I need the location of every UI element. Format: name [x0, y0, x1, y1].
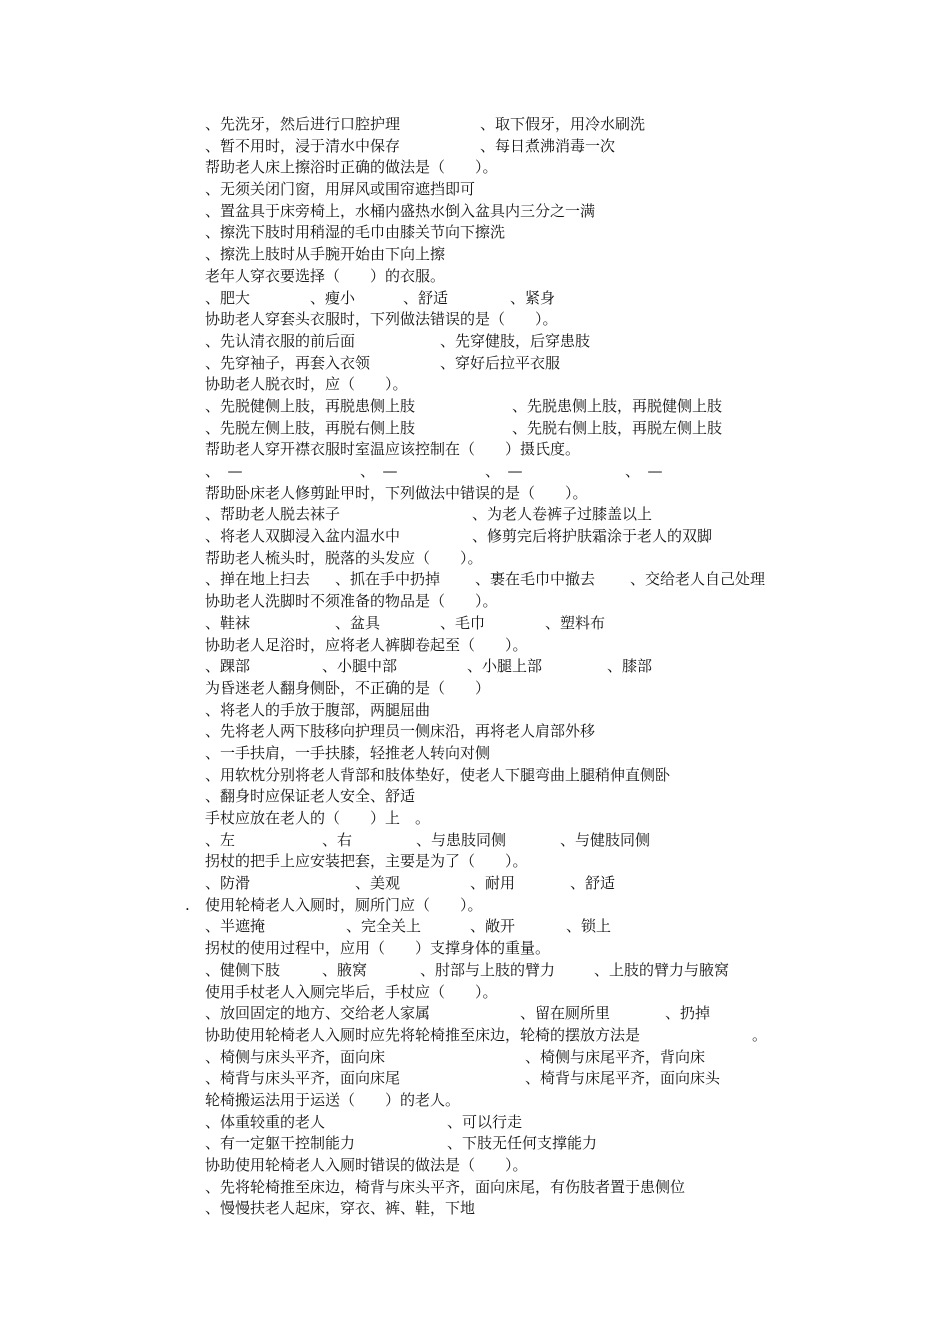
option-line — [0, 526, 950, 548]
option-line — [0, 331, 950, 353]
option-text: 、毛巾 — [440, 613, 486, 632]
option-text: 、留在厕所里 — [520, 1004, 611, 1023]
option-text: 、放回固定的地方 — [205, 1004, 326, 1023]
option-line — [0, 1068, 950, 1090]
option-text: 、置盆具于床旁椅上，水桶内盛热水倒入盆具内三分之一满 — [205, 201, 596, 220]
question-line — [0, 851, 950, 873]
question-text: 帮助老人梳头时，脱落的头发应（ ）。 — [205, 548, 483, 567]
option-text: 、锁上 — [566, 917, 612, 936]
option-text: 、将老人的手放于腹部，两腿屈曲 — [205, 700, 431, 719]
option-line — [0, 222, 950, 244]
option-text: 、先脱患侧上肢，再脱健侧上肢 — [512, 396, 723, 415]
option-text: 、先将老人两下肢移向护理员一侧床沿，再将老人肩部外移 — [205, 722, 596, 741]
option-text: 、肘部与上肢的臂力 — [420, 960, 556, 979]
option-line — [0, 743, 950, 765]
option-text: 、膝部 — [607, 657, 653, 676]
option-text: 、椅侧与床尾平齐，背向床 — [525, 1047, 706, 1066]
option-line — [0, 201, 950, 223]
option-line — [0, 873, 950, 895]
option-text: 、鞋袜 — [205, 613, 251, 632]
option-text: 、交给老人自己处理 — [630, 570, 766, 589]
question-line — [0, 635, 950, 657]
option-line — [0, 1047, 950, 1069]
option-line — [0, 1198, 950, 1220]
exam-document — [0, 114, 950, 1220]
question-line — [0, 374, 950, 396]
option-text: 、先穿健肢，后穿患肢 — [440, 331, 591, 350]
option-text: 、腋窝 — [322, 960, 368, 979]
option-text: 、踝部 — [205, 657, 251, 676]
option-line — [0, 1003, 950, 1025]
option-line — [0, 1177, 950, 1199]
option-text: 、扔掉 — [665, 1004, 711, 1023]
question-text: 手杖应放在老人的（ ）上 。 — [205, 809, 431, 827]
question-text: 。 — [752, 1025, 768, 1044]
question-text: 协助老人脱衣时，应（ ）。 — [205, 375, 408, 394]
option-line — [0, 916, 950, 938]
option-text: 、为老人卷裤子过膝盖以上 — [472, 505, 653, 524]
option-text: 、掸在地上扫去 — [205, 570, 311, 589]
option-line — [0, 830, 950, 852]
option-line — [0, 418, 950, 440]
question-text: 拐杖的把手上应安装把套，主要是为了（ ）。 — [205, 852, 528, 871]
question-text: 轮椅搬运法用于运送（ ）的老人。 — [205, 1090, 461, 1109]
option-text: 、舒适 — [570, 874, 616, 893]
option-line — [0, 353, 950, 375]
option-text: 、健侧下肢 — [205, 960, 281, 979]
option-line — [0, 461, 950, 483]
option-text: 、 — — [360, 462, 398, 480]
question-line — [0, 678, 950, 700]
question-line — [0, 591, 950, 613]
option-text: 、紧身 — [510, 288, 556, 307]
option-line — [0, 721, 950, 743]
question-text: 使用轮椅老人入厕时，厕所门应（ ）。 — [205, 895, 483, 914]
option-text: 、与健肢同侧 — [560, 830, 651, 849]
option-text: 、耐用 — [470, 874, 516, 893]
option-text: 、舒适 — [403, 288, 449, 307]
option-text: 、半遮掩 — [205, 917, 266, 936]
option-text: 、慢慢扶老人起床，穿衣、裤、鞋，下地 — [205, 1199, 476, 1218]
question-text: 帮助老人穿开襟衣服时室温应该控制在（ ）摄氏度。 — [205, 440, 581, 459]
question-text: 为昏迷老人翻身侧卧，不正确的是（ ） — [205, 678, 491, 697]
question-line — [0, 808, 950, 830]
question-line — [0, 309, 950, 331]
question-line — [0, 982, 950, 1004]
question-text: 拐杖的使用过程中，应用（ ）支撑身体的重量。 — [205, 939, 551, 958]
option-text: 、交给老人家属 — [325, 1004, 431, 1023]
option-text: 、有一定躯干控制能力 — [205, 1134, 356, 1153]
option-text: 、椅背与床头平齐，面向床尾 — [205, 1069, 401, 1088]
option-text: 、暂不用时，浸于清水中保存 — [205, 136, 401, 155]
option-text: 、取下假牙，用冷水刷洗 — [480, 115, 646, 133]
option-text: 、穿好后拉平衣服 — [440, 353, 561, 372]
option-line — [0, 569, 950, 591]
option-line — [0, 114, 950, 136]
question-text: 协助老人足浴时，应将老人裤脚卷起至（ ）。 — [205, 635, 528, 654]
option-text: 、左 — [205, 830, 236, 849]
question-text: 帮助老人床上擦浴时正确的做法是（ ）。 — [205, 158, 498, 177]
question-text: 帮助卧床老人修剪趾甲时，下列做法中错误的是（ ）。 — [205, 483, 588, 502]
question-text: 老年人穿衣要选择（ ）的衣服。 — [205, 266, 446, 285]
option-line — [0, 136, 950, 158]
option-text: 、先脱左侧上肢，再脱右侧上肢 — [205, 418, 416, 437]
option-line — [0, 765, 950, 787]
option-text: 、椅侧与床头平齐，面向床 — [205, 1047, 386, 1066]
question-text: 协助使用轮椅老人入厕时应先将轮椅推至床边，轮椅的摆放方法是 — [205, 1025, 641, 1044]
option-text: 、先穿袖子，再套入衣领 — [205, 353, 371, 372]
option-text: 、盆具 — [335, 613, 381, 632]
option-text: 、抓在手中扔掉 — [335, 570, 441, 589]
option-text: 、用软枕分别将老人背部和肢体垫好，使老人下腿弯曲上腿稍伸直侧卧 — [205, 765, 671, 784]
option-line — [0, 656, 950, 678]
option-text: 、先将轮椅推至床边，椅背与床头平齐，面向床尾，有伤肢者置于患侧位 — [205, 1177, 686, 1196]
option-text: 、先脱健侧上肢，再脱患侧上肢 — [205, 396, 416, 415]
option-line — [0, 613, 950, 635]
option-text: 、小腿中部 — [322, 657, 398, 676]
option-text: 、先洗牙，然后进行口腔护理 — [205, 115, 401, 133]
option-line — [0, 504, 950, 526]
option-text: 、防滑 — [205, 874, 251, 893]
option-text: 、翻身时应保证老人安全、舒适 — [205, 787, 416, 806]
option-text: 、擦洗上肢时从手腕开始由下向上擦 — [205, 245, 446, 264]
option-text: 、修剪完后将护肤霜涂于老人的双脚 — [472, 527, 713, 546]
question-line — [0, 548, 950, 570]
option-text: 、美观 — [355, 874, 401, 893]
option-line — [0, 244, 950, 266]
option-text: 、下肢无任何支撑能力 — [447, 1134, 598, 1153]
question-text: . — [185, 895, 190, 914]
option-text: 、可以行走 — [447, 1112, 523, 1131]
option-line — [0, 288, 950, 310]
option-text: 、与患肢同侧 — [416, 830, 507, 849]
option-text: 、肥大 — [205, 288, 251, 307]
option-text: 、塑料布 — [545, 613, 606, 632]
option-line — [0, 396, 950, 418]
option-text: 、 — — [205, 462, 243, 480]
option-text: 、帮助老人脱去袜子 — [205, 505, 341, 524]
question-line — [0, 1090, 950, 1112]
question-text: 协助使用轮椅老人入厕时错误的做法是（ ）。 — [205, 1156, 528, 1174]
option-text: 、裹在毛巾中撤去 — [475, 570, 596, 589]
question-text: 使用手杖老人入厕完毕后，手杖应（ ）。 — [205, 982, 498, 1001]
question-line — [0, 1155, 950, 1177]
option-text: 、右 — [322, 830, 353, 849]
option-text: 、先认清衣服的前后面 — [205, 331, 356, 350]
question-line — [0, 266, 950, 288]
option-line — [0, 1112, 950, 1134]
option-line — [0, 179, 950, 201]
option-line — [0, 1133, 950, 1155]
option-text: 、敞开 — [470, 917, 516, 936]
question-text: 协助老人洗脚时不须准备的物品是（ ）。 — [205, 592, 498, 611]
option-text: 、瘦小 — [310, 288, 356, 307]
option-text: 、体重较重的老人 — [205, 1112, 326, 1131]
question-line — [0, 439, 950, 461]
question-line — [0, 1025, 950, 1047]
option-text: 、 — — [485, 462, 523, 480]
option-text: 、无须关闭门窗，用屏风或围帘遮挡即可 — [205, 180, 476, 199]
option-text: 、擦洗下肢时用稍湿的毛巾由膝关节向下擦洗 — [205, 223, 506, 242]
option-text: 、一手扶肩，一手扶膝，轻推老人转向对侧 — [205, 743, 491, 762]
option-text: 、先脱右侧上肢，再脱左侧上肢 — [512, 418, 723, 437]
option-text: 、椅背与床尾平齐，面向床头 — [525, 1069, 721, 1088]
option-text: 、每日煮沸消毒一次 — [480, 136, 616, 155]
option-text: 、上肢的臂力与腋窝 — [594, 960, 730, 979]
option-line — [0, 700, 950, 722]
option-text: 、小腿上部 — [467, 657, 543, 676]
option-text: 、完全关上 — [346, 917, 422, 936]
question-line — [0, 483, 950, 505]
question-text: 协助老人穿套头衣服时，下列做法错误的是（ ）。 — [205, 310, 558, 329]
question-line — [0, 157, 950, 179]
option-line — [0, 786, 950, 808]
question-line — [0, 938, 950, 960]
option-text: 、 — — [625, 462, 663, 480]
option-line — [0, 960, 950, 982]
option-text: 、将老人双脚浸入盆内温水中 — [205, 527, 401, 546]
question-line — [0, 895, 950, 917]
